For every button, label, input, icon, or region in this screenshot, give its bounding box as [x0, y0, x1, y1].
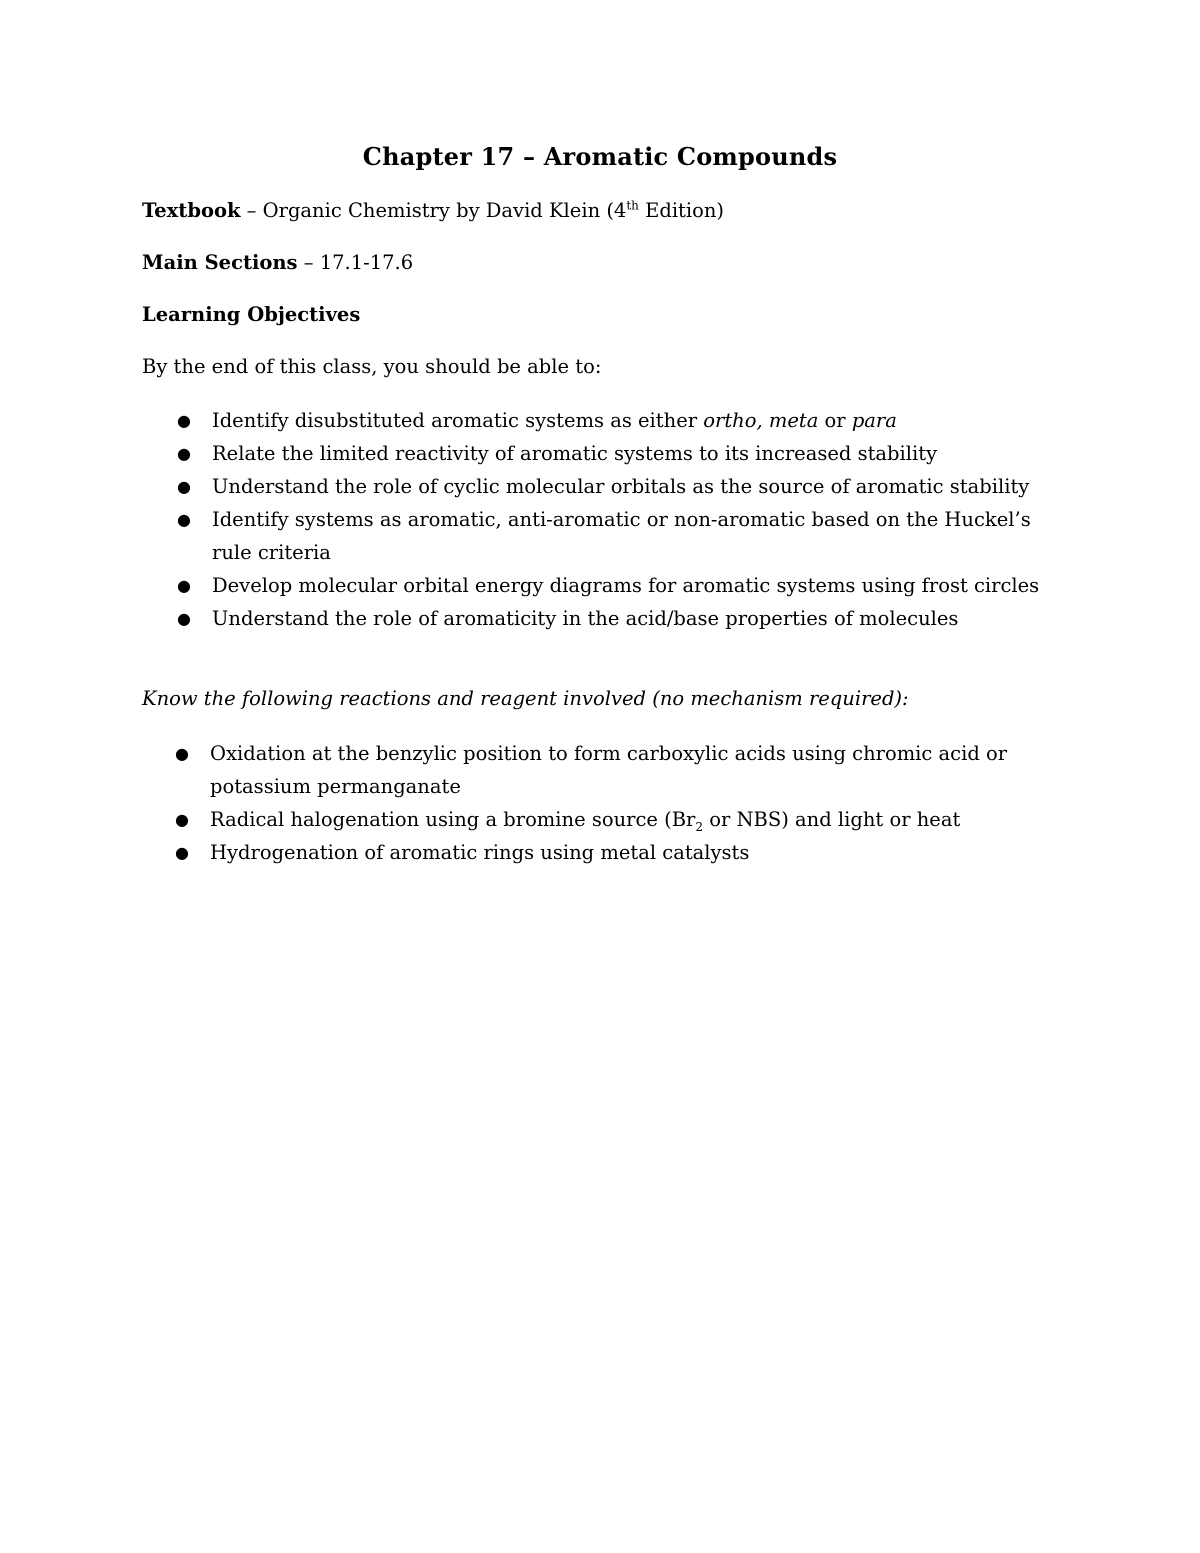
- reaction-subscript: 2: [695, 819, 704, 834]
- textbook-value: Organic Chemistry by David Klein (4: [262, 199, 627, 222]
- bullet-icon: ●: [177, 411, 191, 430]
- reactions-heading: Know the following reactions and reagent involved (no mechanism required):: [142, 687, 909, 710]
- list-item: [177, 569, 1062, 602]
- list-item: [175, 836, 1060, 869]
- intro-text: By the end of this class, you should be able to:: [142, 355, 602, 378]
- objective-text: Understand the role of aromaticity in the acid/base properties of molecules: [212, 607, 959, 630]
- list-item: [177, 503, 1062, 569]
- textbook-edition-sup: th: [626, 198, 639, 213]
- sections-dash: –: [297, 251, 320, 274]
- list-item: [177, 437, 1062, 470]
- list-item: [175, 803, 1060, 836]
- objectives-heading-text: Learning Objectives: [142, 303, 361, 326]
- objective-text: Understand the role of cyclic molecular orbitals as the source of aromatic stability: [212, 475, 1030, 498]
- bullet-icon: ●: [177, 576, 191, 595]
- list-item: [175, 737, 1060, 803]
- bullet-icon: ●: [177, 609, 191, 628]
- objectives-heading: [142, 303, 360, 326]
- list-item: [177, 404, 1062, 437]
- sections-line: [142, 251, 413, 274]
- objective-text: Identify systems as aromatic, anti-aromatic or non-aromatic based on the Huckel’s rule criteria: [212, 508, 1031, 564]
- bullet-icon: ●: [175, 843, 189, 862]
- bullet-icon: ●: [177, 444, 191, 463]
- reaction-text: Radical halogenation using a bromine source (Br: [210, 808, 696, 831]
- bullet-icon: ●: [177, 510, 191, 529]
- objective-text: Relate the limited reactivity of aromatic systems to its increased stability: [212, 442, 938, 465]
- bullet-icon: ●: [177, 477, 191, 496]
- objectives-list: [177, 404, 1062, 635]
- list-item: [177, 602, 1062, 635]
- textbook-value-end: Edition): [638, 199, 725, 222]
- list-item: [177, 470, 1062, 503]
- sections-value: 17.1-17.6: [319, 251, 414, 274]
- bullet-icon: ●: [175, 810, 189, 829]
- reaction-text: Oxidation at the benzylic position to form carboxylic acids using chromic acid or potassium permanganate: [210, 742, 1008, 798]
- objective-text-italic: ortho, meta: [703, 409, 819, 432]
- page-title: Chapter 17 – Aromatic Compounds: [362, 142, 838, 171]
- objective-text: Develop molecular orbital energy diagrams for aromatic systems using frost circles: [212, 574, 1040, 597]
- objective-text: or: [818, 409, 852, 432]
- bullet-icon: ●: [175, 744, 189, 763]
- objective-text-italic: para: [851, 409, 897, 432]
- textbook-line: [142, 199, 724, 222]
- textbook-dash: –: [240, 199, 263, 222]
- sections-label: Main Sections: [142, 251, 298, 274]
- reaction-text: or NBS) and light or heat: [703, 808, 961, 831]
- reactions-list: [175, 737, 1060, 869]
- objective-text: Identify disubstituted aromatic systems as either: [212, 409, 704, 432]
- textbook-label: Textbook: [142, 199, 241, 222]
- reaction-text: Hydrogenation of aromatic rings using metal catalysts: [210, 841, 750, 864]
